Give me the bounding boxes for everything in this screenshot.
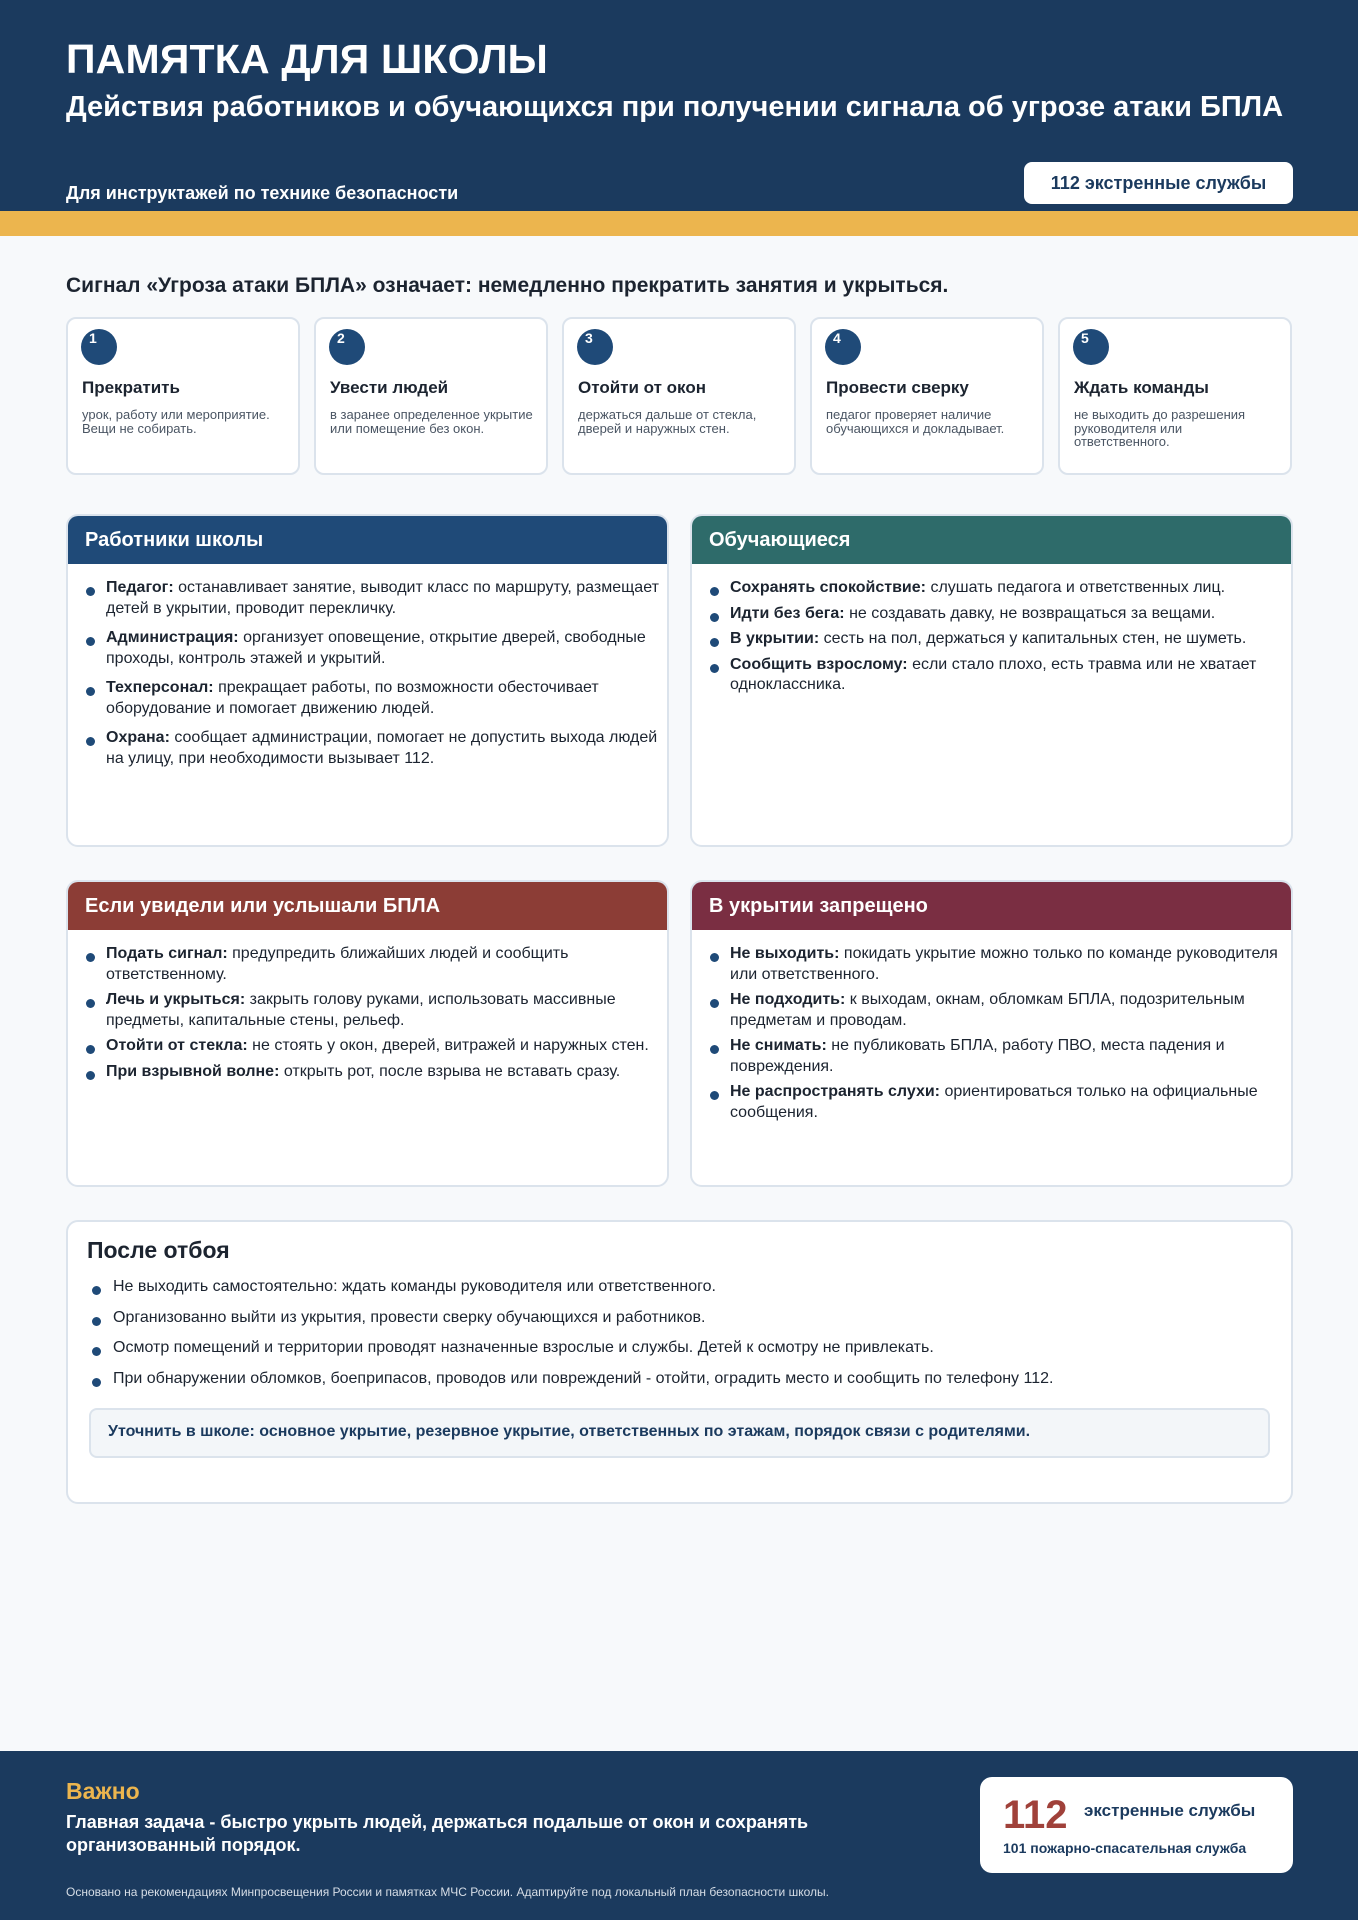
header-note: Для инструктажей по технике безопасности [66, 183, 459, 203]
forbidden-panel-title: В укрытии запрещено [692, 882, 1291, 930]
step-number: 3 [585, 330, 593, 346]
footer-title: Важно [66, 1778, 140, 1804]
list-item [710, 944, 1283, 985]
step-title: Провести сверку [826, 378, 969, 397]
step-description: урок, работу или мероприятие. Вещи не собирать. [82, 407, 270, 436]
step-number-badge [1073, 329, 1109, 365]
list-item [86, 678, 659, 719]
item-label: Сохранять спокойствие: [730, 579, 926, 596]
list-item [86, 990, 659, 1031]
step-description: держаться дальше от стекла, дверей и наружных стен. [578, 407, 757, 436]
step-number-badge [329, 329, 365, 365]
step-description: педагог проверяет наличие обучающихся и докладывает. [826, 407, 1005, 436]
list-item [86, 578, 659, 619]
item-label: Подать сигнал: [106, 945, 228, 962]
list-item [86, 628, 659, 669]
list-item: Не выходить самостоятельно: ждать команды руководителя или ответственного. [90, 1277, 1270, 1297]
school-clarify-note: Уточнить в школе: основное укрытие, резервное укрытие, ответственных по этажам, порядок связи с родителями. [89, 1408, 1270, 1458]
seen-drone-panel-title: Если увидели или услышали БПЛА [68, 882, 667, 930]
item-text: организует оповещение, открытие дверей, свободные проходы, контроль этажей и укрытий. [106, 629, 646, 667]
list-item [710, 629, 1283, 650]
step-card [314, 317, 548, 475]
staff-panel [66, 514, 669, 847]
list-item [710, 990, 1283, 1031]
item-text: слушать педагога и ответственных лиц. [926, 579, 1226, 596]
step-title: Прекратить [82, 378, 180, 397]
item-label: Администрация: [106, 629, 239, 646]
step-number: 5 [1081, 330, 1089, 346]
forbidden-list [692, 930, 1291, 1123]
item-text: предупредить ближайших людей и сообщить ответственному. [106, 945, 569, 983]
item-label: Не распространять слухи: [730, 1083, 940, 1100]
seen-drone-list [68, 930, 667, 1082]
item-text: не создавать давку, не возвращаться за вещами. [844, 604, 1216, 622]
list-item: Осмотр помещений и территории проводят назначенные взрослые и службы. Детей к осмотру не привлекать. [90, 1338, 1270, 1358]
after-all-clear-title: После отбоя [87, 1237, 230, 1263]
item-label: Отойти от стекла: [106, 1037, 248, 1054]
item-text: сесть на пол, держаться у капитальных стен, не шуметь. [819, 630, 1247, 647]
list-item [710, 578, 1283, 599]
item-text: не публиковать БПЛА, работу ПВО, места падения и повреждения. [730, 1037, 1225, 1075]
emergency-label: экстренные службы [1084, 1801, 1256, 1820]
step-number: 1 [89, 330, 97, 346]
item-text: если стало плохо, есть травма или не хватает одноклассника. [730, 655, 1257, 693]
item-label: Не подходить: [730, 991, 846, 1008]
item-text: ориентироваться только на официальные сообщения. [730, 1083, 1258, 1121]
item-text: останавливает занятие, выводит класс по маршруту, размещает детей в укрытии, проводит перекличку. [106, 579, 659, 617]
students-panel-title: Обучающиеся [692, 516, 1291, 564]
item-label: Не выходить: [730, 945, 840, 962]
header [0, 0, 1358, 211]
step-card [810, 317, 1044, 475]
signal-text: Сигнал «Угроза атаки БПЛА» означает: немедленно прекратить занятия и укрыться. [66, 274, 949, 297]
step-title: Отойти от окон [578, 378, 706, 397]
emergency-number: 112 [1003, 1793, 1068, 1837]
forbidden-panel [690, 880, 1293, 1187]
item-label: При взрывной волне: [106, 1062, 280, 1080]
footer [0, 1751, 1358, 1920]
step-card [1058, 317, 1292, 475]
list-item: Организованно выйти из укрытия, провести сверку обучающихся и работников. [90, 1308, 1270, 1328]
staff-panel-title: Работники школы [68, 516, 667, 564]
step-card [562, 317, 796, 475]
item-text: закрыть голову руками, использовать массивные предметы, капитальные стены, рельеф. [106, 991, 616, 1029]
footer-main-text: Главная задача - быстро укрыть людей, держаться подальше от окон и сохранять организованный порядок. [66, 1812, 809, 1855]
students-panel [690, 514, 1293, 847]
after-all-clear-panel [66, 1220, 1293, 1504]
step-card [66, 317, 300, 475]
page-title: ПАМЯТКА ДЛЯ ШКОЛЫ [66, 36, 549, 82]
footer-source-note: Основано на рекомендациях Минпросвещения России и памятках МЧС России. Адаптируйте под локальный план безопасности школы. [66, 1885, 829, 1899]
step-number-badge [81, 329, 117, 365]
item-label: Педагог: [106, 579, 174, 596]
list-item [86, 1036, 659, 1057]
item-text: не стоять у окон, дверей, витражей и наружных стен. [247, 1037, 649, 1054]
item-text: к выходам, окнам, обломкам БПЛА, подозрительным предметам и проводам. [730, 991, 1245, 1029]
step-number: 4 [833, 330, 841, 346]
item-text: сообщает администрации, помогает не допустить выхода людей на улицу, при необходимости вызывает 112. [106, 729, 658, 767]
staff-list [68, 564, 667, 769]
list-item [710, 1036, 1283, 1077]
step-title: Ждать команды [1074, 378, 1209, 397]
after-all-clear-list [90, 1277, 1270, 1399]
seen-drone-panel [66, 880, 669, 1187]
step-description: в заранее определенное укрытие или помещение без окон. [330, 407, 533, 436]
list-item [710, 655, 1283, 696]
item-label: Охрана: [106, 729, 170, 746]
item-label: Техперсонал: [106, 679, 214, 696]
item-label: Не снимать: [730, 1037, 827, 1054]
list-item [86, 728, 659, 769]
page-subtitle: Действия работников и обучающихся при получении сигнала об угрозе атаки БПЛА [66, 91, 1284, 123]
list-item [710, 1082, 1283, 1123]
item-label: Сообщить взрослому: [730, 655, 908, 673]
item-label: Идти без бега: [730, 604, 845, 622]
emergency-card [980, 1777, 1293, 1873]
item-text: прекращает работы, по возможности обесточивает оборудование и помогает движению людей. [106, 679, 599, 717]
list-item [86, 944, 659, 985]
students-list [692, 564, 1291, 696]
list-item [710, 604, 1283, 625]
emergency-badge: 112 экстренные службы [1024, 162, 1293, 204]
step-number-badge [825, 329, 861, 365]
item-label: Лечь и укрыться: [106, 991, 246, 1008]
item-text: покидать укрытие можно только по команде руководителя или ответственного. [730, 945, 1278, 983]
header-stripe [0, 211, 1358, 236]
step-number: 2 [337, 330, 345, 346]
step-description: не выходить до разрешения руководителя или ответственного. [1074, 407, 1246, 449]
step-number-badge [577, 329, 613, 365]
item-label: В укрытии: [730, 630, 820, 647]
step-title: Увести людей [330, 378, 449, 397]
list-item [86, 1062, 659, 1083]
item-text: открыть рот, после взрыва не вставать сразу. [279, 1062, 621, 1080]
list-item: При обнаружении обломков, боеприпасов, проводов или повреждений - отойти, оградить место и сообщить по телефону 112. [90, 1369, 1270, 1389]
fire-service-label: 101 пожарно-спасательная служба [1003, 1840, 1247, 1856]
